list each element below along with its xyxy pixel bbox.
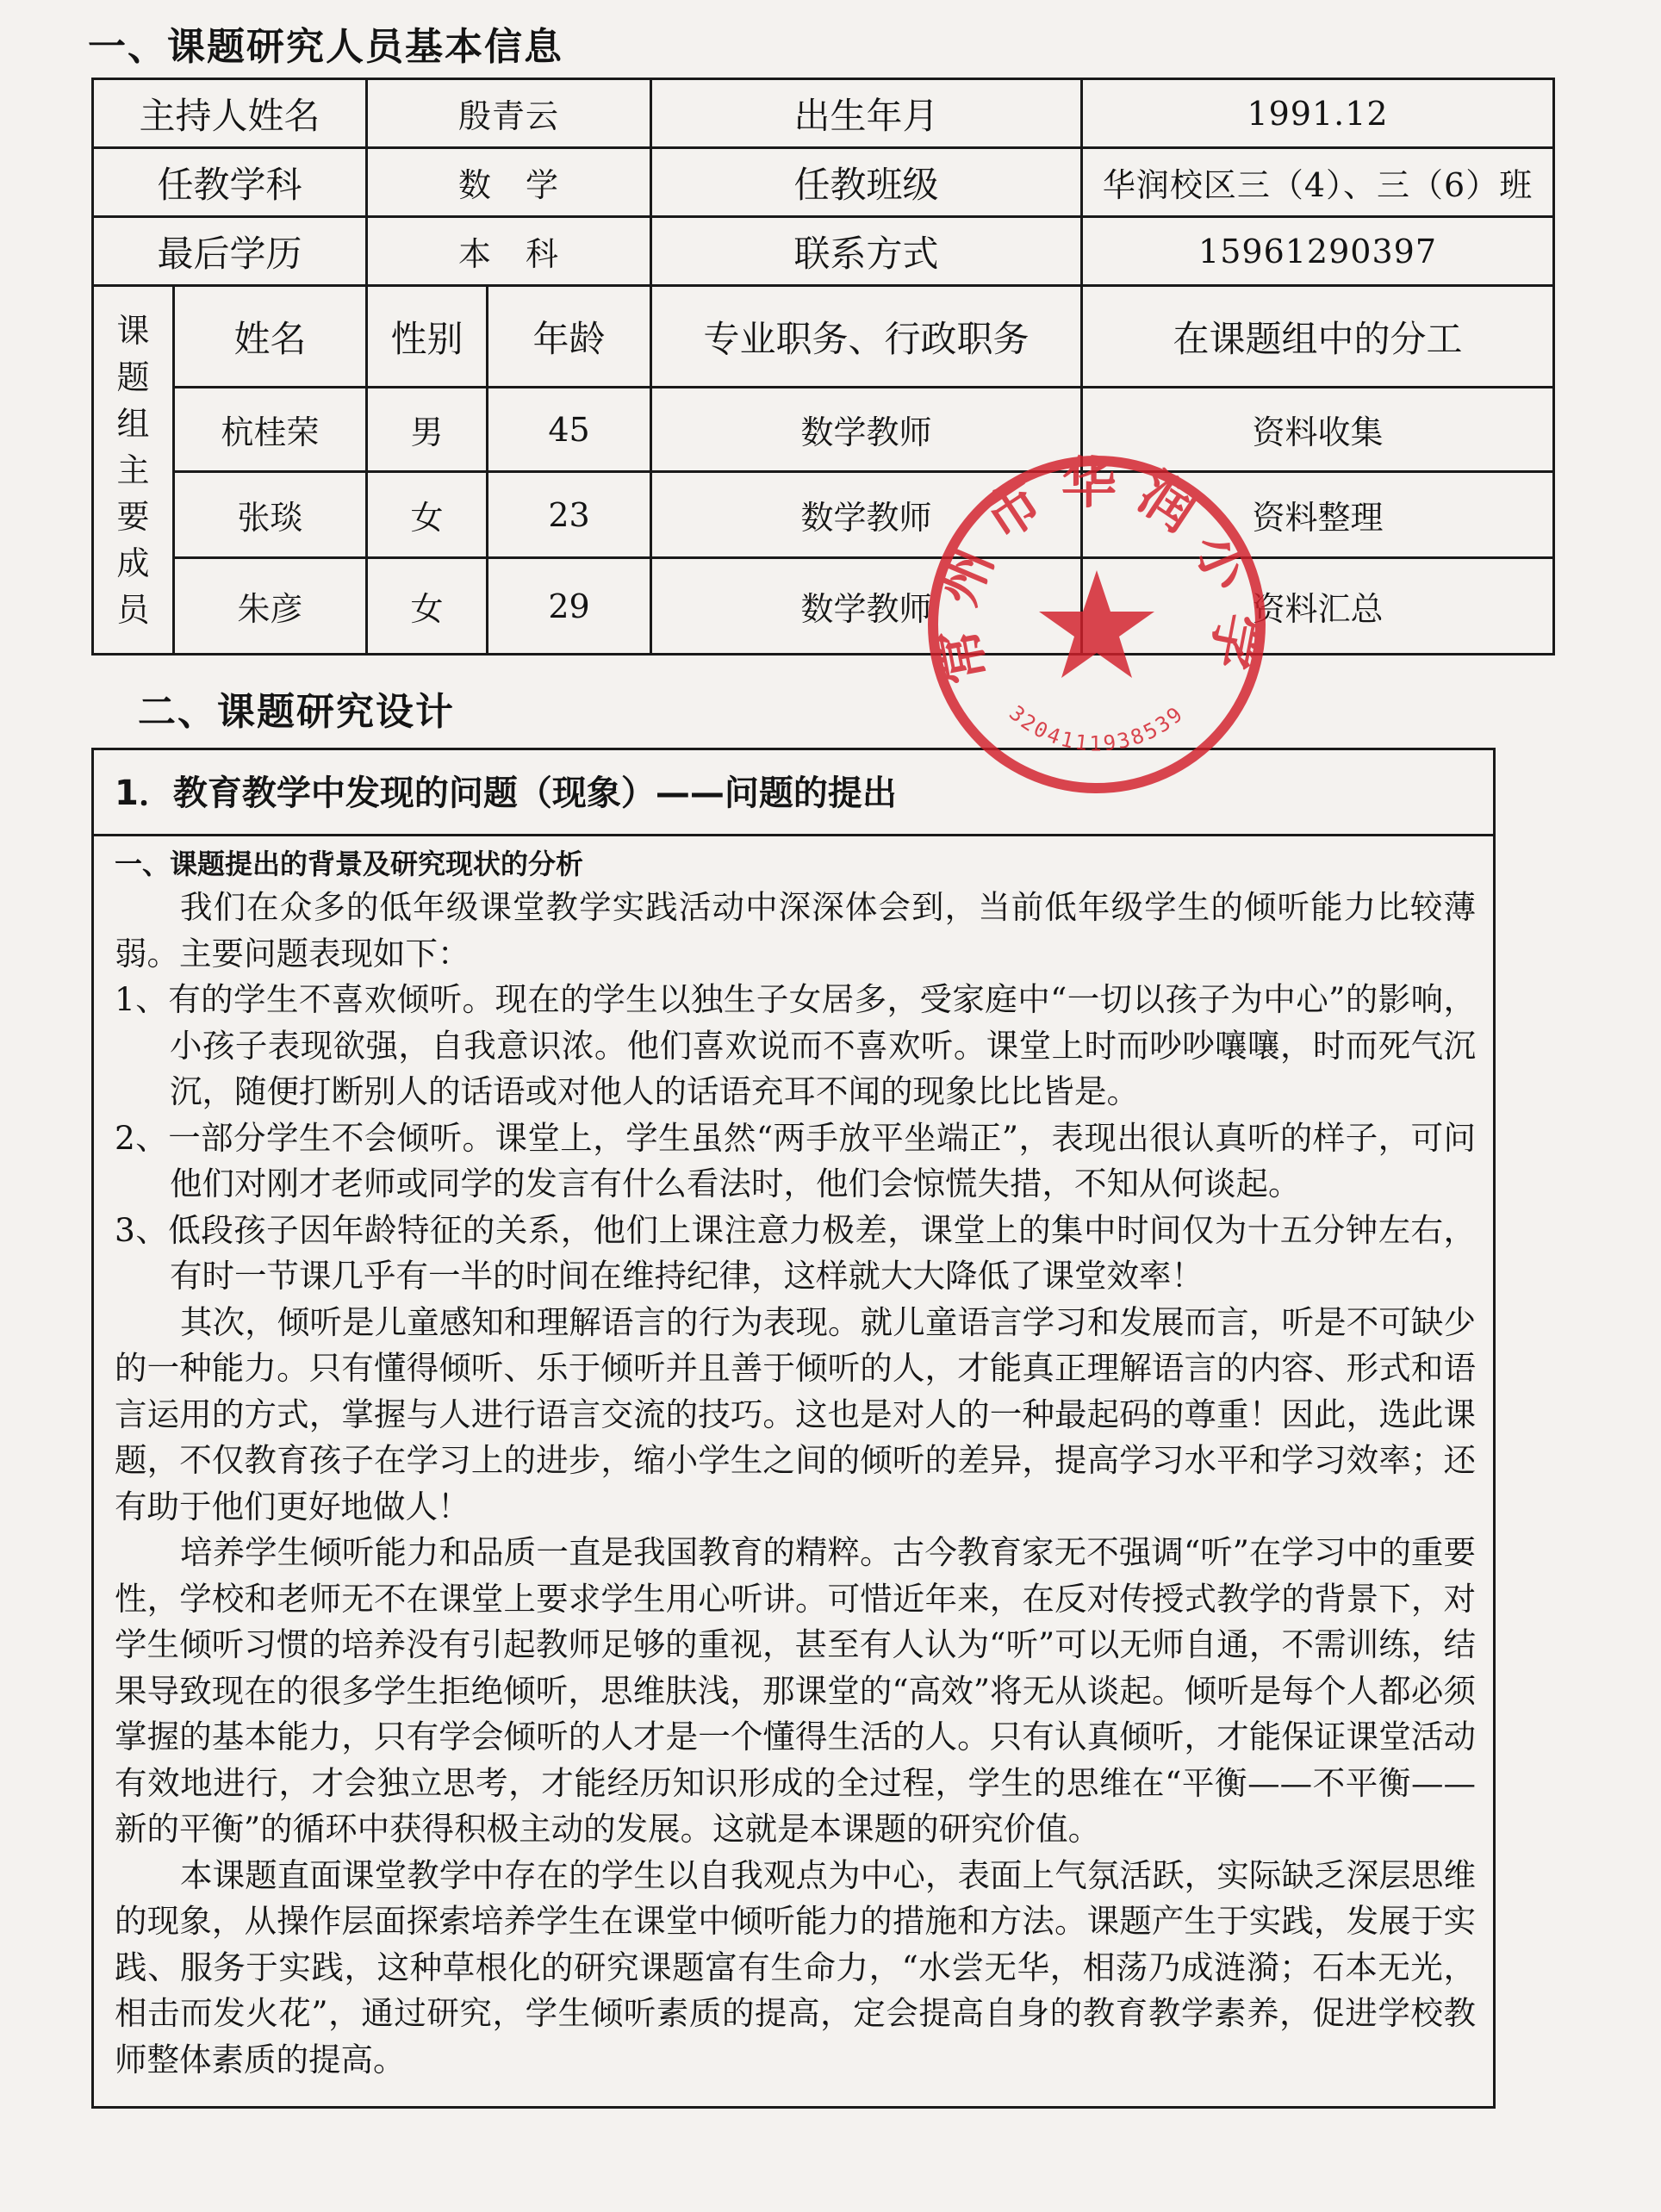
design-subheading: 一、课题提出的背景及研究现状的分析 bbox=[115, 848, 584, 880]
table-row bbox=[93, 472, 1554, 558]
header-age: 年龄 bbox=[488, 286, 651, 388]
birth-value: 1991.12 bbox=[1082, 79, 1554, 148]
table-row bbox=[93, 558, 1554, 655]
contact-value: 15961290397 bbox=[1082, 217, 1554, 286]
research-design-box bbox=[91, 748, 1496, 2109]
paragraph: 培养学生倾听能力和品质一直是我国教育的精粹。古今教育家无不强调“听”在学习中的重要性，学校和老师无不在课堂上要求学生用心听讲。可惜近年来，在反对传授式教学的背景下，对学生倾听习惯的培养没有引起教师足够的重视，甚至有人认为“听”可以无师自通，不需训练，结果导致现在的很多学生拒绝倾听，思维肤浅，那课堂的“高效”将无从谈起。倾听是每个人都必须掌握的基本能力，只有学会倾听的人才是一个懂得生活的人。只有认真倾听，才能保证课堂活动有效地进行，才会独立思考，才能经历知识形成的全过程，学生的思维在“平衡——不平衡——新的平衡”的循环中获得积极主动的发展。这就是本课题的研究价值。 bbox=[115, 1533, 1476, 1848]
member-name: 杭桂荣 bbox=[174, 388, 367, 472]
design-heading: 1．教育教学中发现的问题（现象）——问题的提出 bbox=[94, 750, 1493, 836]
education-value: 本 科 bbox=[367, 217, 651, 286]
host-name-value: 殷青云 bbox=[367, 79, 651, 148]
member-title: 数学教师 bbox=[651, 472, 1082, 558]
member-info-table bbox=[91, 78, 1555, 656]
education-label: 最后学历 bbox=[93, 217, 367, 286]
member-role: 资料汇总 bbox=[1082, 558, 1554, 655]
paragraph: 我们在众多的低年级课堂教学实践活动中深深体会到，当前低年级学生的倾听能力比较薄弱。主要问题表现如下： bbox=[115, 888, 1476, 972]
design-body bbox=[94, 836, 1493, 2083]
member-role: 资料整理 bbox=[1082, 472, 1554, 558]
subject-value: 数 学 bbox=[367, 148, 651, 217]
host-name-label: 主持人姓名 bbox=[93, 79, 367, 148]
section1-title: 一、课题研究人员基本信息 bbox=[88, 25, 563, 69]
member-name: 张琰 bbox=[174, 472, 367, 558]
member-age: 23 bbox=[488, 472, 651, 558]
member-title: 数学教师 bbox=[651, 558, 1082, 655]
member-gender: 男 bbox=[367, 388, 488, 472]
members-side-label: 课 题 组 主 要 成 员 bbox=[93, 286, 174, 655]
seal-code: 3204111938539 bbox=[1004, 700, 1190, 756]
header-role: 在课题组中的分工 bbox=[1082, 286, 1554, 388]
member-title: 数学教师 bbox=[651, 388, 1082, 472]
header-gender: 性别 bbox=[367, 286, 488, 388]
member-gender: 女 bbox=[367, 472, 488, 558]
member-age: 29 bbox=[488, 558, 651, 655]
header-name: 姓名 bbox=[174, 286, 367, 388]
member-age: 45 bbox=[488, 388, 651, 472]
subject-label: 任教学科 bbox=[93, 148, 367, 217]
contact-label: 联系方式 bbox=[651, 217, 1082, 286]
member-role: 资料收集 bbox=[1082, 388, 1554, 472]
paragraph: 本课题直面课堂教学中存在的学生以自我观点为中心，表面上气氛活跃，实际缺乏深层思维的现象，从操作层面探索培养学生在课堂中倾听能力的措施和方法。课题产生于实践，发展于实践、服务于实践，这种草根化的研究课题富有生命力，“水尝无华，相荡乃成涟漪；石本无光，相击而发火花”，通过研究，学生倾听素质的提高，定会提高自身的教育教学素养，促进学校教师整体素质的提高。 bbox=[115, 1855, 1476, 2078]
class-value: 华润校区三（4）、三（6）班 bbox=[1082, 148, 1554, 217]
birth-label: 出生年月 bbox=[651, 79, 1082, 148]
seal-text: 常州市华润小学 bbox=[921, 450, 1272, 690]
list-item: 2、一部分学生不会倾听。课堂上，学生虽然“两手放平坐端正”，表现出很认真听的样子，可问他们对刚才老师或同学的发言有什么看法时，他们会惊慌失措，不知从何谈起。 bbox=[115, 1118, 1476, 1202]
list-item: 1、有的学生不喜欢倾听。现在的学生以独生子女居多，受家庭中“一切以孩子为中心”的影响，小孩子表现欲强，自我意识浓。他们喜欢说而不喜欢听。课堂上时而吵吵嚷嚷，时而死气沉沉，随便打断别人的话语或对他人的话语充耳不闻的现象比比皆是。 bbox=[115, 980, 1476, 1110]
member-name: 朱彦 bbox=[174, 558, 367, 655]
header-title: 专业职务、行政职务 bbox=[651, 286, 1082, 388]
member-gender: 女 bbox=[367, 558, 488, 655]
list-item: 3、低段孩子因年龄特征的关系，他们上课注意力极差，课堂上的集中时间仅为十五分钟左右，有时一节课几乎有一半的时间在维持纪律，这样就大大降低了课堂效率！ bbox=[115, 1210, 1476, 1295]
table-row bbox=[93, 388, 1554, 472]
paragraph: 其次，倾听是儿童感知和理解语言的行为表现。就儿童语言学习和发展而言，听是不可缺少的一种能力。只有懂得倾听、乐于倾听并且善于倾听的人，才能真正理解语言的内容、形式和语言运用的方式，掌握与人进行语言交流的技巧。这也是对人的一种最起码的尊重！因此，选此课题，不仅教育孩子在学习上的进步，缩小学生之间的倾听的差异，提高学习水平和学习效率；还有助于他们更好地做人！ bbox=[115, 1302, 1476, 1525]
class-label: 任教班级 bbox=[651, 148, 1082, 217]
section2-title: 二、课题研究设计 bbox=[138, 690, 455, 734]
